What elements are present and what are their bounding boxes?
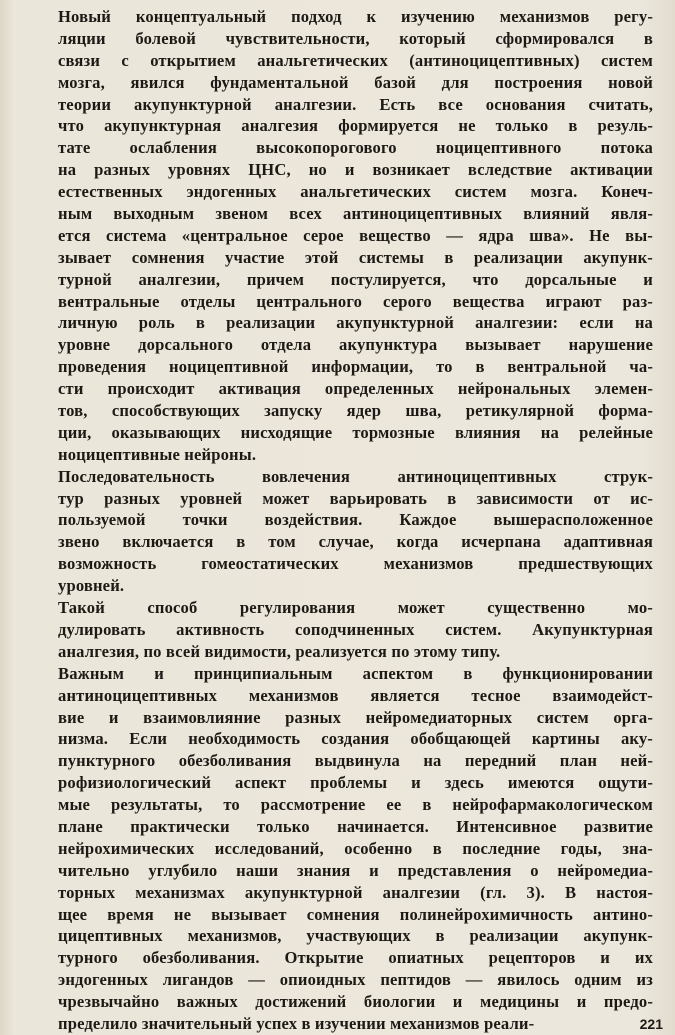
text-line: Такой способ регулирования может существенно мо- xyxy=(58,598,653,618)
text-line: плане практически только начинается. Интенсивное развитие xyxy=(58,816,653,836)
paragraph xyxy=(58,466,653,597)
text-line: проведения ноцицептивной информации, то в вентральной ча- xyxy=(58,357,653,377)
text-line: щее время не вызывает сомнения полинейрохимичность антино- xyxy=(58,904,653,924)
text-line: ции, оказывающих нисходящие тормозные влияния на релейные xyxy=(58,422,653,442)
text-line: чительно углубило наши знания и представления о нейромедиа- xyxy=(58,860,653,880)
page-number: 221 xyxy=(639,1016,663,1032)
text-line: турного обезболивания. Открытие опиатных рецепторов и их xyxy=(58,948,653,968)
text-line: рофизиологический аспект проблемы и здесь имеются ощути- xyxy=(58,773,653,793)
text-line: низма. Если необходимость создания обобщающей картины аку- xyxy=(58,729,653,749)
text-line: звено включается в том случае, когда исчерпана адаптивная xyxy=(58,532,653,552)
text-line: пользуемой точки воздействия. Каждое вышерасположенное xyxy=(58,510,653,530)
text-line: цицептивных механизмов, участвующих в реализации акупунк- xyxy=(58,926,653,946)
text-line: на разных уровнях ЦНС, но и возникает вследствие активации xyxy=(58,160,653,180)
paragraph xyxy=(58,6,653,466)
text-line: личную роль в реализации акупунктурной аналгезии: если на xyxy=(58,313,653,333)
text-line: ным выходным звеном всех антиноцицептивных влияний явля- xyxy=(58,204,653,224)
text-line: мозга, явился фундаментальной базой для построения новой xyxy=(58,72,653,92)
text-line: Важным и принципиальным аспектом в функционировании xyxy=(58,663,653,683)
text-line: вие и взаимовлияние разных нейромедиаторных систем орга- xyxy=(58,707,653,727)
text-line: возможность гомеостатических механизмов предшествующих xyxy=(58,554,653,574)
text-line: связи с открытием анальгетических (антиноцицептивных) систем xyxy=(58,50,653,70)
text-line: антиноцицептивных механизмов является тесное взаимодейст- xyxy=(58,685,653,705)
text-line: тате ослабления высокопорогового ноцицептивного потока xyxy=(58,138,653,158)
text-line: тов, способствующих запуску ядер шва, ретикулярной форма- xyxy=(58,401,653,421)
text-line: тур разных уровней может варьировать в зависимости от ис- xyxy=(58,488,653,508)
text-line: эндогенных лигандов — опиоидных пептидов — явилось одним из xyxy=(58,970,653,990)
text-line: что акупунктурная аналгезия формируется не только в резуль- xyxy=(58,116,653,136)
text-line: уровней. xyxy=(58,576,125,596)
text-line: дулировать активность соподчиненных систем. Акупунктурная xyxy=(58,619,653,639)
text-line: Новый концептуальный подход к изучению механизмов регу- xyxy=(58,7,653,26)
text-line: теории акупунктурной аналгезии. Есть все основания считать, xyxy=(58,94,653,114)
text-line: ется система «центральное серое вещество — ядра шва». Не вы- xyxy=(58,225,653,245)
text-line: Последовательность вовлечения антиноцицептивных струк- xyxy=(58,466,653,486)
paragraph xyxy=(58,597,653,663)
text-line: естественных эндогенных анальгетических систем мозга. Конеч- xyxy=(58,182,653,202)
text-line: вентральные отделы центрального серого вещества играют раз- xyxy=(58,291,653,311)
text-line: аналгезия, по всей видимости, реализуется по этому типу. xyxy=(58,641,501,661)
text-line: турной аналгезии, причем постулируется, что дорсальные и xyxy=(58,269,653,289)
body-text xyxy=(58,6,653,1035)
text-line: ноцицептивные нейроны. xyxy=(58,444,257,464)
text-line: пределило значительный успех в изучении механизмов реали- xyxy=(58,1013,535,1033)
text-line: зывает сомнения участие этой системы в реализации акупунк- xyxy=(58,247,653,267)
text-line: нейрохимических исследований, особенно в последние годы, зна- xyxy=(58,838,653,858)
text-line: пунктурного обезболивания выдвинула на передний план ней- xyxy=(58,751,653,771)
text-line: ляции болевой чувствительности, который сформировался в xyxy=(58,28,653,48)
text-line: торных механизмах акупунктурной аналгезии (гл. 3). В настоя- xyxy=(58,882,653,902)
text-line: сти происходит активация определенных нейрональных элемен- xyxy=(58,379,653,399)
text-line: уровне дорсального отдела акупунктура вызывает нарушение xyxy=(58,335,653,355)
text-line: чрезвычайно важных достижений биологии и медицины и предо- xyxy=(58,992,653,1012)
paragraph xyxy=(58,663,653,1035)
text-line: мые результаты, то рассмотрение ее в нейрофармакологическом xyxy=(58,795,653,815)
